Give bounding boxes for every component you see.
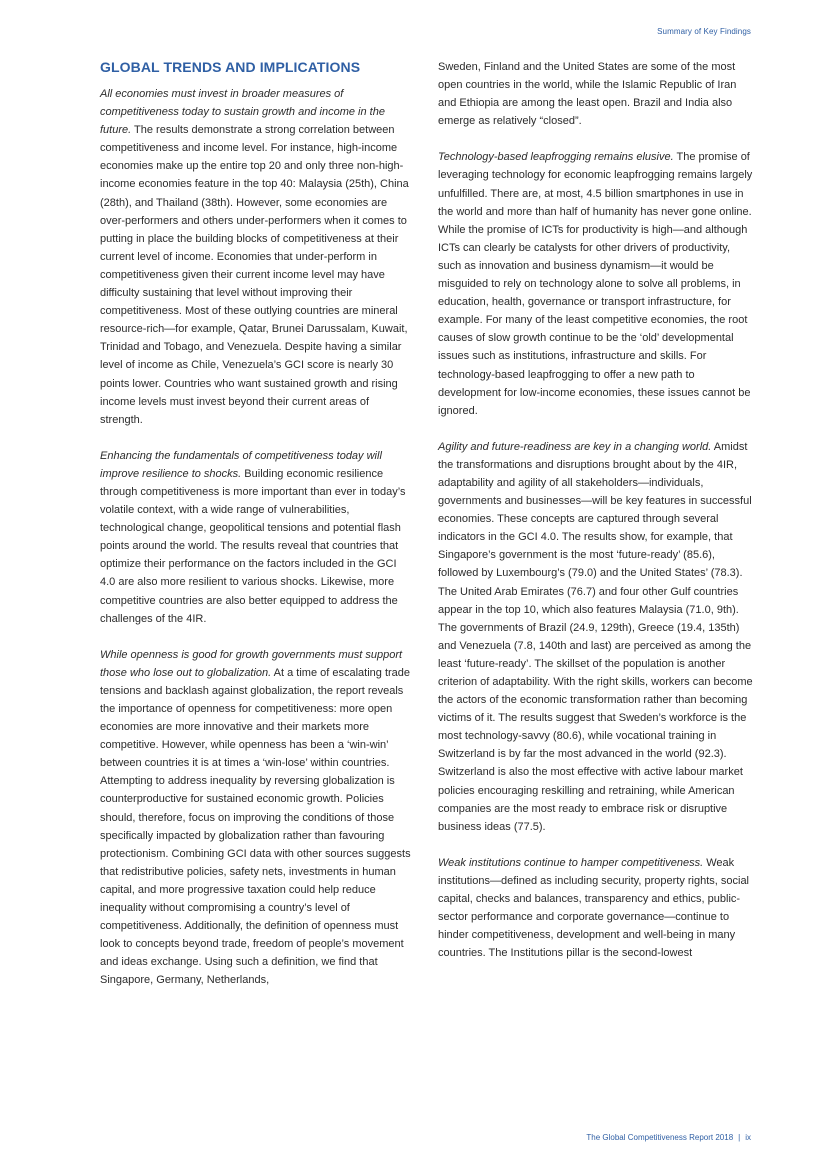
paragraph-body: Sweden, Finland and the United States are some of the most open countries in the world, while the Islamic Republic of Iran and Ethiopia are among the least open. Brazil and India also emerge as relatively “closed”. — [438, 61, 737, 128]
paragraph-body: The results demonstrate a strong correlation between competitiveness and income level. For instance, high-income economies make up the entire top 20 and only three non-high-income economies feature in the top 40: Malaysia (25th), China (28th), and Thailand (38th). However, some economies are over-performers and others under-performers when it comes to putting in place the building blocks of competitiveness at their current level of income. Economies that under-perform in competitiveness given their current income level may have difficulty sustaining that level without improving their competitiveness. Most of these outlying countries are mineral resource-rich—for example, Qatar, Brunei Darussalam, Kuwait, Trinidad and Tobago, and Venezuela. Despite having a similar level of income as Chile, Venezuela’s GCI score is nearly 30 points lower. Countries who want sustained growth and rising income levels must invest beyond their current areas of strength. — [100, 124, 409, 426]
report-title: The Global Competitiveness Report 2018 — [586, 1133, 734, 1142]
right-column — [438, 58, 754, 980]
paragraph-body: Amidst the transformations and disruptions brought about by the 4IR, adaptability and agility of all stakeholders—individuals, governments and businesses—will be key features in successful economies. These concepts are captured through several indicators in the GCI 4.0. The results show, for example, that Singapore’s government is the most ‘future-ready’ (85.6), followed by Luxembourg’s (79.0) and the United States’ (78.3). The United Arab Emirates (76.7) and four other Gulf countries appear in the top 10, which also features Malaysia (71.0, 9th). The governments of Brazil (24.9, 129th), Greece (19.4, 135th) and Venezuela (7.8, 140th and last) are perceived as among the least ‘future-ready’. The skillset of the population is another criterion of adaptability. With the right skills, workers can become the actors of the economic transformation rather than becoming victims of it. The results suggest that Sweden’s workforce is the most technology-savvy (80.6), while vocational training in Switzerland is by far the most advanced in the world (92.3). Switzerland is also the most effective with active labour market policies encouraging reskilling and retraining, while American companies are the most ready to embrace risk or disruptive business ideas (77.5). — [438, 440, 753, 833]
paragraph — [438, 438, 754, 836]
paragraph-body: Building economic resilience through competitiveness is more important than ever in today’s volatile context, with a wide range of vulnerabilities, technological change, geopolitical tensions and potential flash points around the world. The results reveal that countries that optimize their performance on the factors included in the GCI 4.0 are also more resilient to various shocks. Likewise, more competitive countries are also better equipped to address the challenges of the 4IR. — [100, 467, 406, 625]
paragraph-lead: Enhancing the fundamentals of competitiveness today will improve resilience to shocks. — [100, 449, 382, 480]
paragraph-body: At a time of escalating trade tensions and backlash against globalization, the report reveals the importance of openness for competitiveness: more open economies are more innovative and their markets more competitive. However, while openness has been a ‘win-win’ between countries it is at times a ‘win-lose’ within countries. Attempting to address inequality by reversing globalization is counterproductive for sustained economic growth. Policies should, therefore, focus on improving the conditions of those specifically impacted by globalization rather than favouring protectionism. Combining GCI data with other sources suggests that redistributive policies, safety nets, investments in human capital, and more progressive taxation could help reduce inequality without compromising a country’s level of competitiveness. Additionally, the definition of openness must look to concepts beyond trade, freedom of people’s movement and ideas exchange. Using such a definition, we find that Singapore, Germany, Netherlands, — [100, 666, 411, 987]
page-number: ix — [745, 1133, 751, 1142]
paragraph — [100, 447, 414, 628]
paragraph — [438, 148, 754, 419]
paragraph-body: Weak institutions—defined as including security, property rights, social capital, checks and balances, transparency and ethics, public-sector performance and corporate governance—continue to hinder competitiveness, development and well-being in many countries. The Institutions pillar is the second-lowest — [438, 856, 750, 960]
paragraph — [438, 854, 754, 963]
paragraph-body: The promise of leveraging technology for economic leapfrogging remains largely unfulfilled. There are, at most, 4.5 billion smartphones in use in the world and more than half of humanity has never gone online. While the promise of ICTs for productivity is high—and although ICTs can clearly be catalysts for other drivers of productivity, such as innovation and business dynamism—it would be misguided to rely on technology alone to solve all problems, in education, health, governance or transport infrastructure, for example. For many of the least competitive economies, the root causes of slow growth continue to be the ‘old’ developmental issues such as institutions, infrastructure and skills. For technology-based leapfrogging to offer a new path to development for low-income economies, these issues cannot be ignored. — [438, 151, 753, 417]
left-column — [100, 58, 414, 1008]
paragraph-lead: Weak institutions continue to hamper competitiveness. — [438, 856, 704, 869]
paragraph-lead: All economies must invest in broader measures of competitiveness today to sustain growth and income in the future. — [100, 88, 385, 137]
footer-separator: | — [738, 1133, 741, 1142]
paragraph — [100, 85, 414, 429]
page-footer — [586, 1133, 751, 1142]
paragraph — [438, 58, 754, 130]
paragraph — [100, 646, 414, 990]
paragraph-lead: Agility and future-readiness are key in a changing world. — [438, 440, 712, 453]
running-header: Summary of Key Findings — [657, 27, 751, 36]
paragraph-lead: While openness is good for growth governments must support those who lose out to globalization. — [100, 648, 403, 679]
paragraph-lead: Technology-based leapfrogging remains elusive. — [438, 151, 674, 164]
section-title: GLOBAL TRENDS AND IMPLICATIONS — [100, 59, 361, 75]
